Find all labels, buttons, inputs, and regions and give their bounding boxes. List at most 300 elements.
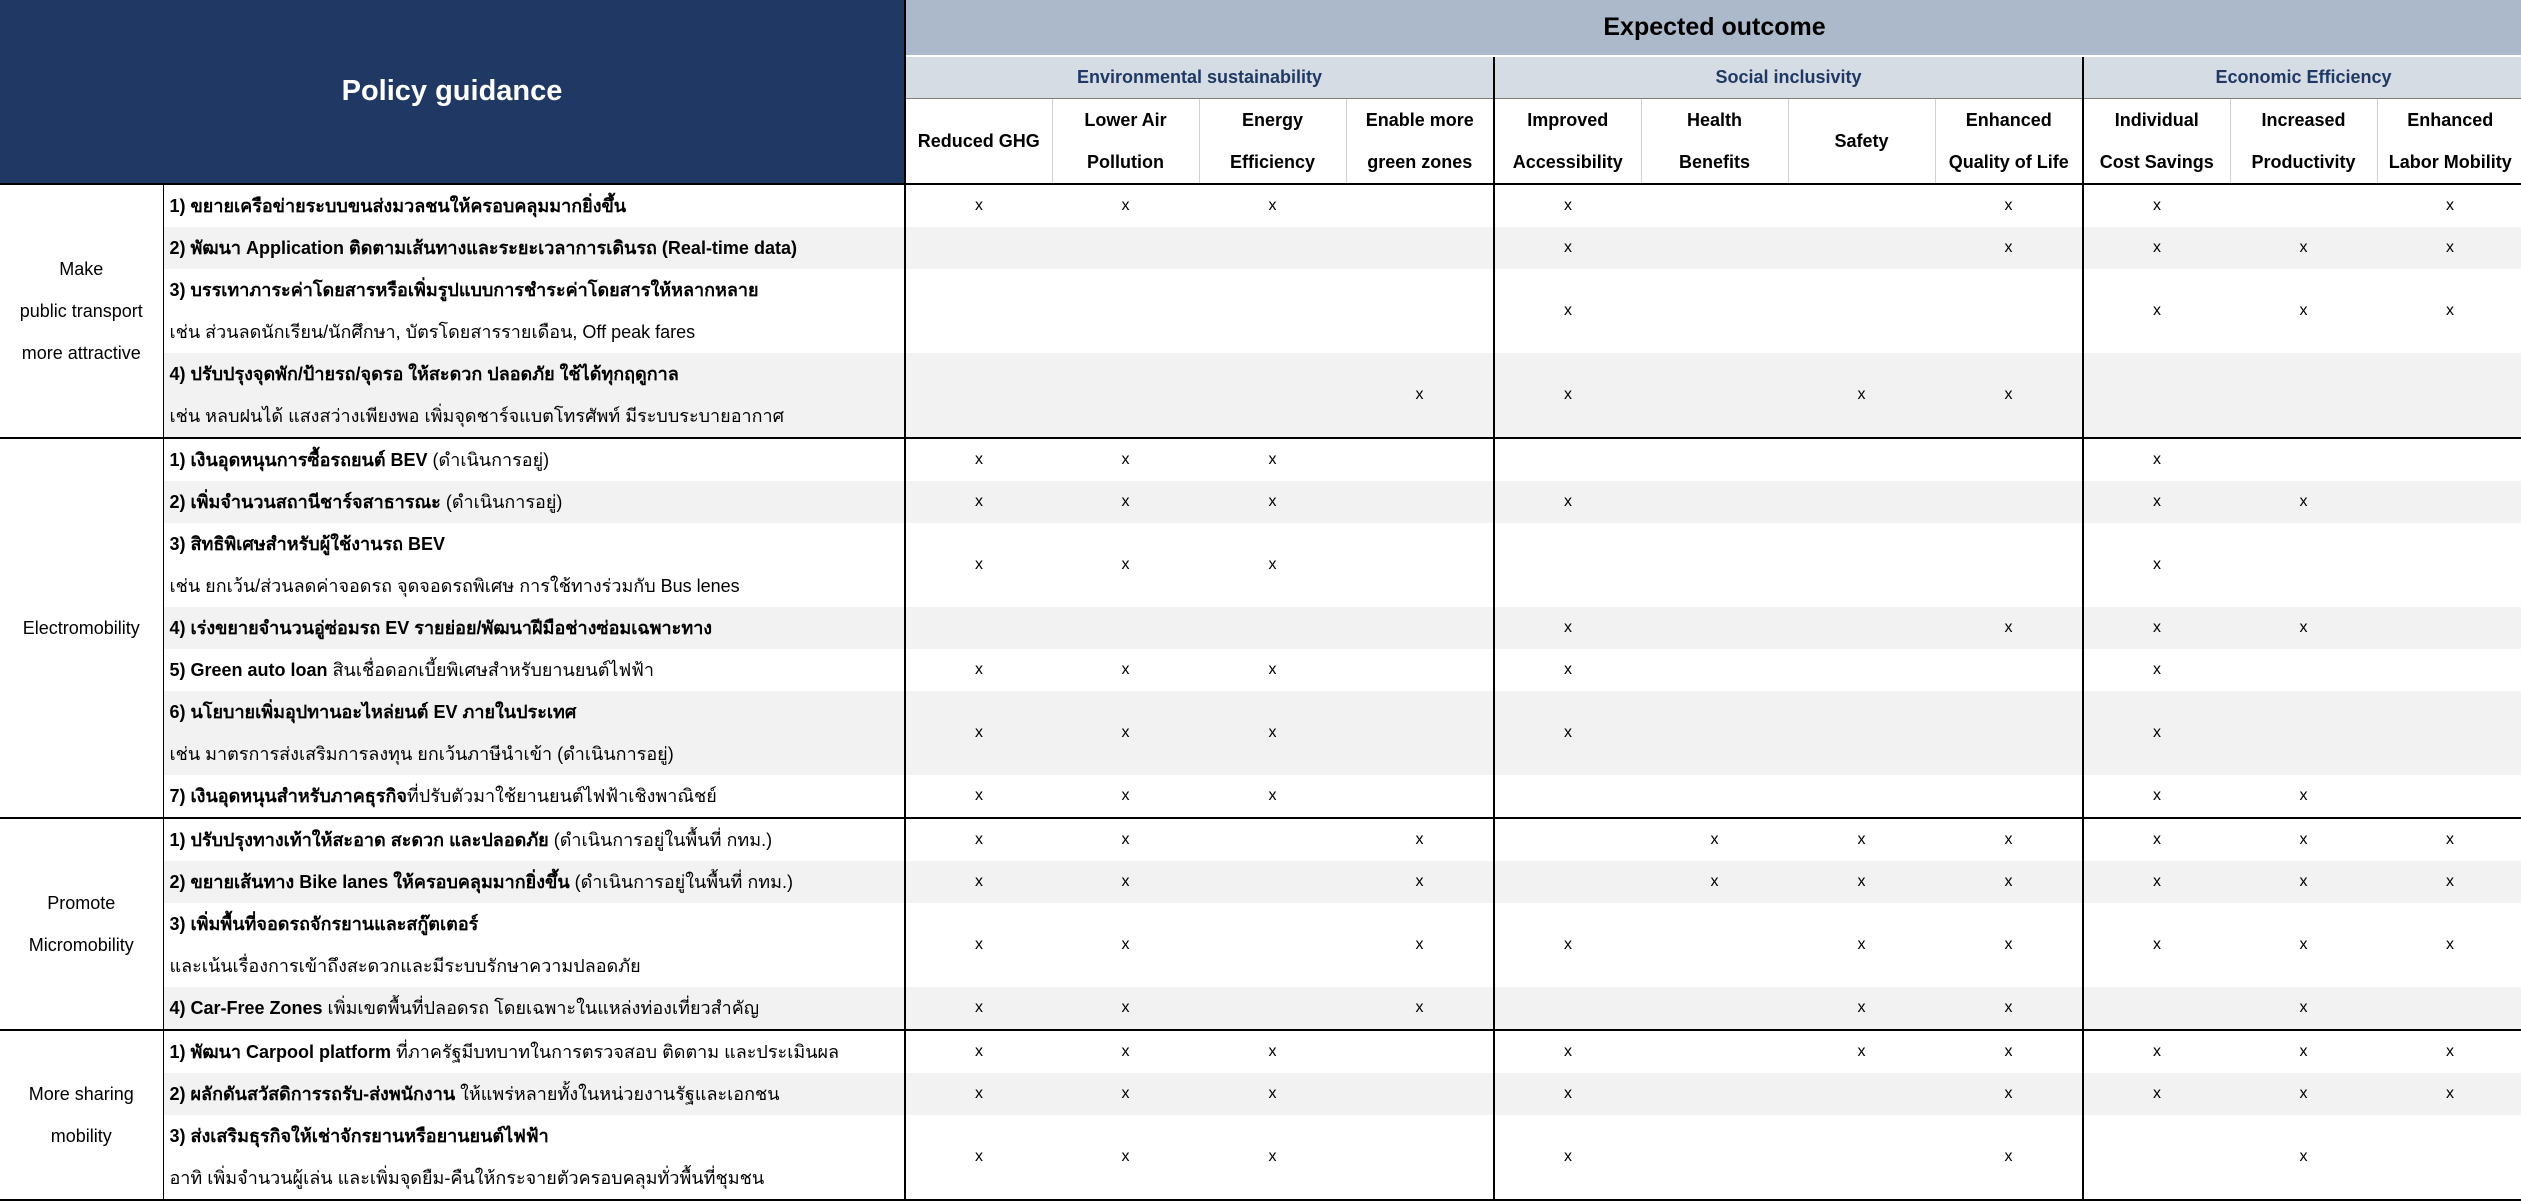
outcome-mark-cell <box>1052 818 1199 861</box>
outcome-column-header <box>1935 98 2083 184</box>
outcome-mark: x <box>2299 1147 2308 1165</box>
outcome-mark-cell <box>2083 775 2230 818</box>
outcome-mark: x <box>1415 998 1424 1016</box>
policy-text <box>163 227 905 269</box>
outcome-mark-cell <box>1641 775 1788 818</box>
outcome-mark: x <box>975 723 984 741</box>
outcome-mark: x <box>2153 872 2162 890</box>
outcome-mark-cell <box>905 269 1052 353</box>
outcome-mark: x <box>1710 872 1719 890</box>
outcome-mark-cell <box>2083 818 2230 861</box>
outcome-mark-cell <box>1494 481 1641 523</box>
outcome-mark-cell <box>2230 227 2377 269</box>
outcome-mark-cell <box>1935 691 2083 775</box>
column-header-line: green zones <box>1367 151 1473 172</box>
outcome-mark: x <box>1857 935 1866 953</box>
policy-guidance-header: Policy guidance <box>0 0 905 184</box>
outcome-mark: x <box>2446 196 2455 214</box>
policy-text <box>163 438 905 481</box>
outcome-mark: x <box>975 492 984 510</box>
outcome-mark-cell <box>2230 649 2377 691</box>
outcome-mark-cell <box>1641 987 1788 1030</box>
outcome-mark: x <box>2446 301 2455 319</box>
policy-title-text: 1) พัฒนา Carpool platform <box>169 1041 392 1062</box>
outcome-mark: x <box>2153 660 2162 678</box>
policy-text <box>163 987 905 1030</box>
outcome-mark: x <box>1268 660 1277 678</box>
policy-row <box>0 523 2521 607</box>
outcome-mark-cell <box>1788 523 1935 607</box>
outcome-mark-cell <box>905 481 1052 523</box>
outcome-mark-cell <box>1199 481 1346 523</box>
outcome-mark-cell <box>1346 987 1494 1030</box>
outcome-mark-cell <box>1641 649 1788 691</box>
outcome-mark-cell <box>2230 903 2377 987</box>
policy-text <box>163 269 905 353</box>
policy-title-text: 1) ปรับปรุงทางเท้าให้สะอาด สะดวก และปลอดภัย <box>169 829 549 850</box>
outcome-mark: x <box>2153 618 2162 636</box>
outcome-column-header <box>1199 98 1346 184</box>
column-header-line: Accessibility <box>1512 151 1623 172</box>
outcome-mark: x <box>1564 1084 1573 1102</box>
outcome-mark: x <box>1121 1084 1130 1102</box>
outcome-mark-cell <box>1494 1115 1641 1200</box>
outcome-group-header: Economic Efficiency <box>2083 56 2521 98</box>
outcome-mark-cell <box>1788 691 1935 775</box>
outcome-mark-cell <box>1935 987 2083 1030</box>
header-row-top <box>0 0 2521 56</box>
outcome-mark-cell <box>1346 523 1494 607</box>
outcome-group-header: Environmental sustainability <box>905 56 1494 98</box>
outcome-mark-cell <box>1641 269 1788 353</box>
outcome-mark: x <box>2153 1084 2162 1102</box>
outcome-mark-cell <box>905 438 1052 481</box>
outcome-mark: x <box>2004 1042 2013 1060</box>
policy-row <box>0 1115 2521 1200</box>
policy-title-text: 7) เงินอุดหนุนสำหรับภาคธุรกิจ <box>169 785 407 806</box>
outcome-mark-cell <box>2377 818 2521 861</box>
outcome-mark: x <box>2153 555 2162 573</box>
outcome-mark-cell <box>905 987 1052 1030</box>
outcome-mark-cell <box>1494 1073 1641 1115</box>
outcome-mark-cell <box>1641 523 1788 607</box>
outcome-mark-cell <box>2230 607 2377 649</box>
policy-title-text: 3) บรรเทาภาระค่าโดยสารหรือเพิ่มรูปแบบการชำระค่าโดยสารให้หลากหลาย <box>169 279 759 300</box>
outcome-mark: x <box>2299 872 2308 890</box>
outcome-mark: x <box>1121 935 1130 953</box>
outcome-mark: x <box>975 660 984 678</box>
policy-row <box>0 1073 2521 1115</box>
outcome-mark: x <box>1121 450 1130 468</box>
policy-title-text: 6) นโยบายเพิ่มอุปทานอะไหล่ยนต์ EV ภายในประเทศ <box>169 701 577 722</box>
outcome-mark-cell <box>1052 691 1199 775</box>
outcome-mark-cell <box>1788 353 1935 438</box>
column-header-line: Enable more <box>1365 109 1474 130</box>
outcome-mark: x <box>1268 555 1277 573</box>
outcome-mark: x <box>1268 492 1277 510</box>
policy-detail-text: และเน้นเรื่องการเข้าถึงสะดวกและมีระบบรักษาความปลอดภัย <box>169 955 641 976</box>
outcome-mark-cell <box>1052 775 1199 818</box>
policy-text <box>163 649 905 691</box>
outcome-mark-cell <box>1641 184 1788 227</box>
policy-row <box>0 269 2521 353</box>
policy-text <box>163 184 905 227</box>
outcome-mark-cell <box>1788 607 1935 649</box>
outcome-mark: x <box>1857 1042 1866 1060</box>
outcome-column-header <box>2083 98 2230 184</box>
outcome-mark: x <box>1121 492 1130 510</box>
category-label-line: Make <box>59 258 104 279</box>
outcome-mark-cell <box>2083 691 2230 775</box>
outcome-mark-cell <box>1935 649 2083 691</box>
outcome-mark-cell <box>1346 649 1494 691</box>
policy-detail-text: ที่ภาครัฐมีบทบาทในการตรวจสอบ ติดตาม และประเมินผล <box>391 1041 840 1062</box>
outcome-group-header: Social inclusivity <box>1494 56 2083 98</box>
outcome-mark-cell <box>2230 861 2377 903</box>
outcome-mark: x <box>2299 238 2308 256</box>
policy-text <box>163 818 905 861</box>
outcome-mark-cell <box>905 227 1052 269</box>
outcome-mark-cell <box>1052 184 1199 227</box>
outcome-mark-cell <box>1788 861 1935 903</box>
outcome-mark: x <box>2004 935 2013 953</box>
column-header-line: Quality of Life <box>1948 151 2069 172</box>
policy-detail-text: อาทิ เพิ่มจำนวนผู้เล่น และเพิ่มจุดยืม-คืนให้กระจายตัวครอบคลุมทั่วพื้นที่ชุมชน <box>169 1167 765 1188</box>
outcome-mark: x <box>975 1147 984 1165</box>
policy-text <box>163 861 905 903</box>
outcome-mark: x <box>1121 1042 1130 1060</box>
outcome-mark-cell <box>2083 607 2230 649</box>
outcome-mark-cell <box>1052 607 1199 649</box>
outcome-mark-cell <box>2230 184 2377 227</box>
outcome-mark-cell <box>2230 438 2377 481</box>
outcome-mark-cell <box>2377 861 2521 903</box>
policy-title-text: 2) เพิ่มจำนวนสถานีชาร์จสาธารณะ <box>169 491 441 512</box>
outcome-mark-cell <box>1788 184 1935 227</box>
outcome-mark-cell <box>1052 987 1199 1030</box>
policy-detail-text: (ดำเนินการอยู่ในพื้นที่ กทม.) <box>569 871 793 892</box>
outcome-mark: x <box>1564 1147 1573 1165</box>
column-header-line: Improved <box>1527 109 1609 130</box>
column-header-line: Energy <box>1242 109 1304 130</box>
policy-text <box>163 607 905 649</box>
outcome-mark: x <box>1121 786 1130 804</box>
outcome-mark-cell <box>1052 227 1199 269</box>
outcome-mark: x <box>2299 301 2308 319</box>
outcome-mark-cell <box>1052 481 1199 523</box>
outcome-mark: x <box>975 196 984 214</box>
outcome-mark-cell <box>1346 438 1494 481</box>
outcome-mark-cell <box>2377 481 2521 523</box>
outcome-mark-cell <box>1494 903 1641 987</box>
policy-detail-text: (ดำเนินการอยู่) <box>427 449 550 470</box>
outcome-mark-cell <box>905 861 1052 903</box>
outcome-mark-cell <box>1641 1030 1788 1073</box>
outcome-mark-cell <box>1346 184 1494 227</box>
category-label-line: Electromobility <box>22 617 140 638</box>
category-label-line: More sharing <box>28 1083 134 1104</box>
outcome-mark: x <box>2153 196 2162 214</box>
outcome-mark: x <box>1268 450 1277 468</box>
outcome-mark: x <box>1121 872 1130 890</box>
outcome-mark-cell <box>1494 1030 1641 1073</box>
policy-title-text: 5) Green auto loan <box>169 659 328 680</box>
outcome-mark-cell <box>2377 607 2521 649</box>
outcome-mark: x <box>2004 830 2013 848</box>
policy-row <box>0 1030 2521 1073</box>
outcome-mark-cell <box>1199 903 1346 987</box>
outcome-mark: x <box>2153 935 2162 953</box>
outcome-mark-cell <box>1935 184 2083 227</box>
outcome-mark-cell <box>2230 269 2377 353</box>
category-label-line: Micromobility <box>28 934 134 955</box>
outcome-mark-cell <box>1346 1073 1494 1115</box>
policy-row <box>0 861 2521 903</box>
outcome-mark: x <box>1268 196 1277 214</box>
outcome-column-header <box>1641 98 1788 184</box>
outcome-mark-cell <box>1199 861 1346 903</box>
outcome-mark-cell <box>1788 818 1935 861</box>
outcome-mark-cell <box>1199 649 1346 691</box>
outcome-mark-cell <box>1788 438 1935 481</box>
policy-detail-text: (ดำเนินการอยู่) <box>440 491 563 512</box>
category-label-line: public transport <box>19 300 143 321</box>
policy-text <box>163 353 905 438</box>
outcome-column-header <box>1052 98 1199 184</box>
outcome-mark-cell <box>2377 903 2521 987</box>
outcome-mark-cell <box>905 1073 1052 1115</box>
policy-text <box>163 775 905 818</box>
policy-title-text: 1) ขยายเครือข่ายระบบขนส่งมวลชนให้ครอบคลุมมากยิ่งขึ้น <box>169 195 627 216</box>
outcome-mark: x <box>1564 301 1573 319</box>
outcome-mark-cell <box>1788 227 1935 269</box>
outcome-mark-cell <box>1788 1030 1935 1073</box>
outcome-mark-cell <box>1052 1115 1199 1200</box>
outcome-mark: x <box>2153 238 2162 256</box>
outcome-mark-cell <box>905 523 1052 607</box>
outcome-column-header <box>905 98 1052 184</box>
outcome-mark-cell <box>2230 481 2377 523</box>
column-header-line: Pollution <box>1087 151 1164 172</box>
column-header-line: Benefits <box>1679 151 1751 172</box>
outcome-mark-cell <box>1935 775 2083 818</box>
outcome-mark-cell <box>2230 353 2377 438</box>
outcome-mark: x <box>2299 1042 2308 1060</box>
outcome-mark: x <box>1415 935 1424 953</box>
outcome-mark-cell <box>2083 987 2230 1030</box>
outcome-mark-cell <box>1494 775 1641 818</box>
outcome-mark-cell <box>1935 1073 2083 1115</box>
outcome-mark: x <box>1564 1042 1573 1060</box>
outcome-mark-cell <box>2083 184 2230 227</box>
column-header-line: Health <box>1687 109 1743 130</box>
outcome-mark: x <box>1268 723 1277 741</box>
outcome-mark-cell <box>2083 353 2230 438</box>
outcome-mark-cell <box>1052 1073 1199 1115</box>
outcome-mark-cell <box>1494 523 1641 607</box>
outcome-mark-cell <box>905 691 1052 775</box>
policy-title-text: 2) ผลักดันสวัสดิการรถรับ-ส่งพนักงาน <box>169 1083 456 1104</box>
column-header-line: Reduced GHG <box>917 130 1040 151</box>
outcome-mark-cell <box>1494 607 1641 649</box>
policy-category <box>0 818 163 1030</box>
policy-text <box>163 1073 905 1115</box>
outcome-mark: x <box>2299 492 2308 510</box>
outcome-mark-cell <box>2230 523 2377 607</box>
outcome-mark-cell <box>1788 903 1935 987</box>
outcome-mark: x <box>1268 1042 1277 1060</box>
outcome-mark: x <box>1268 1147 1277 1165</box>
outcome-mark-cell <box>1199 227 1346 269</box>
outcome-mark-cell <box>1935 1115 2083 1200</box>
outcome-mark-cell <box>1641 481 1788 523</box>
outcome-mark-cell <box>1935 227 2083 269</box>
outcome-mark: x <box>1121 830 1130 848</box>
outcome-mark-cell <box>2230 1115 2377 1200</box>
policy-title-text: 3) เพิ่มพื้นที่จอดรถจักรยานและสกู๊ตเตอร์ <box>169 913 479 934</box>
outcome-mark-cell <box>1346 481 1494 523</box>
column-header-line: Efficiency <box>1229 151 1316 172</box>
outcome-mark-cell <box>2377 987 2521 1030</box>
outcome-mark: x <box>1857 385 1866 403</box>
outcome-mark-cell <box>1494 649 1641 691</box>
outcome-mark: x <box>2004 618 2013 636</box>
outcome-mark: x <box>1857 830 1866 848</box>
outcome-mark-cell <box>905 818 1052 861</box>
outcome-mark: x <box>2446 1084 2455 1102</box>
outcome-mark: x <box>2153 830 2162 848</box>
policy-detail-text: เช่น หลบฝนได้ แสงสว่างเพียงพอ เพิ่มจุดชาร์จแบตโทรศัพท์ มีระบบระบายอากาศ <box>169 405 785 426</box>
outcome-mark-cell <box>1346 227 1494 269</box>
outcome-mark: x <box>975 830 984 848</box>
outcome-mark-cell <box>2377 1030 2521 1073</box>
policy-row <box>0 775 2521 818</box>
outcome-mark-cell <box>1641 438 1788 481</box>
column-header-line: Lower Air <box>1084 109 1167 130</box>
outcome-mark: x <box>1415 872 1424 890</box>
policy-category <box>0 184 163 438</box>
outcome-mark-cell <box>1494 818 1641 861</box>
outcome-mark-cell <box>1641 691 1788 775</box>
outcome-mark-cell <box>1641 861 1788 903</box>
outcome-mark: x <box>975 872 984 890</box>
outcome-mark-cell <box>1494 353 1641 438</box>
outcome-mark-cell <box>2230 691 2377 775</box>
policy-title-text: 4) ปรับปรุงจุดพัก/ป้ายรถ/จุดรอ ให้สะดวก ปลอดภัย ใช้ได้ทุกฤดูกาล <box>169 363 679 384</box>
outcome-mark-cell <box>1346 269 1494 353</box>
outcome-mark-cell <box>1199 353 1346 438</box>
outcome-mark: x <box>1564 196 1573 214</box>
outcome-mark-cell <box>1199 184 1346 227</box>
policy-row <box>0 987 2521 1030</box>
category-label-line: mobility <box>50 1125 112 1146</box>
outcome-mark-cell <box>2083 1073 2230 1115</box>
outcome-mark: x <box>1121 660 1130 678</box>
outcome-mark-cell <box>2083 269 2230 353</box>
outcome-mark-cell <box>1346 1030 1494 1073</box>
outcome-mark: x <box>2299 618 2308 636</box>
outcome-mark-cell <box>1935 269 2083 353</box>
outcome-mark: x <box>2153 450 2162 468</box>
outcome-mark-cell <box>2083 1030 2230 1073</box>
policy-text <box>163 1115 905 1200</box>
outcome-mark-cell <box>1052 649 1199 691</box>
outcome-mark: x <box>2004 196 2013 214</box>
outcome-mark: x <box>1121 723 1130 741</box>
column-header-line: Safety <box>1834 130 1889 151</box>
outcome-mark-cell <box>1788 269 1935 353</box>
outcome-mark: x <box>2004 238 2013 256</box>
outcome-mark: x <box>975 1042 984 1060</box>
outcome-mark: x <box>1268 1084 1277 1102</box>
outcome-mark: x <box>1564 492 1573 510</box>
outcome-mark-cell <box>1641 607 1788 649</box>
outcome-mark-cell <box>1346 607 1494 649</box>
outcome-mark: x <box>1564 723 1573 741</box>
outcome-mark: x <box>1121 555 1130 573</box>
outcome-mark-cell <box>1494 184 1641 227</box>
outcome-mark-cell <box>1935 438 2083 481</box>
policy-row <box>0 184 2521 227</box>
outcome-mark-cell <box>2230 775 2377 818</box>
outcome-mark-cell <box>1052 269 1199 353</box>
outcome-mark-cell <box>1199 818 1346 861</box>
outcome-mark-cell <box>1641 1115 1788 1200</box>
policy-row <box>0 481 2521 523</box>
outcome-mark-cell <box>1346 903 1494 987</box>
outcome-column-header <box>2377 98 2521 184</box>
outcome-mark-cell <box>1788 987 1935 1030</box>
outcome-mark-cell <box>1346 775 1494 818</box>
outcome-mark-cell <box>1494 269 1641 353</box>
outcome-mark-cell <box>2377 523 2521 607</box>
outcome-mark: x <box>1564 238 1573 256</box>
outcome-mark: x <box>1857 998 1866 1016</box>
outcome-mark-cell <box>2377 775 2521 818</box>
policy-detail-text: ที่ปรับตัวมาใช้ยานยนต์ไฟฟ้าเชิงพาณิชย์ <box>406 785 717 806</box>
outcome-mark-cell <box>1346 691 1494 775</box>
policy-detail-text: เพิ่มเขตพื้นที่ปลอดรถ โดยเฉพาะในแหล่งท่องเที่ยวสำคัญ <box>322 997 760 1018</box>
policy-detail-text: (ดำเนินการอยู่ในพื้นที่ กทม.) <box>548 829 773 850</box>
outcome-mark-cell <box>1935 903 2083 987</box>
outcome-mark: x <box>1121 1147 1130 1165</box>
outcome-mark-cell <box>1052 523 1199 607</box>
outcome-mark: x <box>2004 1084 2013 1102</box>
outcome-mark: x <box>2153 723 2162 741</box>
policy-text <box>163 481 905 523</box>
outcome-mark-cell <box>1494 438 1641 481</box>
outcome-mark: x <box>1564 385 1573 403</box>
outcome-mark: x <box>2446 830 2455 848</box>
outcome-mark: x <box>975 786 984 804</box>
outcome-column-header <box>1788 98 1935 184</box>
outcome-mark-cell <box>1494 227 1641 269</box>
outcome-mark-cell <box>905 1030 1052 1073</box>
outcome-mark-cell <box>1935 607 2083 649</box>
outcome-mark-cell <box>1199 691 1346 775</box>
outcome-mark: x <box>1564 935 1573 953</box>
outcome-mark: x <box>2153 1042 2162 1060</box>
outcome-mark-cell <box>1788 1115 1935 1200</box>
outcome-mark: x <box>975 935 984 953</box>
outcome-mark-cell <box>1494 861 1641 903</box>
outcome-mark-cell <box>1935 818 2083 861</box>
outcome-mark: x <box>2004 998 2013 1016</box>
outcome-mark: x <box>2446 935 2455 953</box>
outcome-mark-cell <box>2377 691 2521 775</box>
outcome-mark: x <box>1564 660 1573 678</box>
outcome-mark: x <box>975 450 984 468</box>
